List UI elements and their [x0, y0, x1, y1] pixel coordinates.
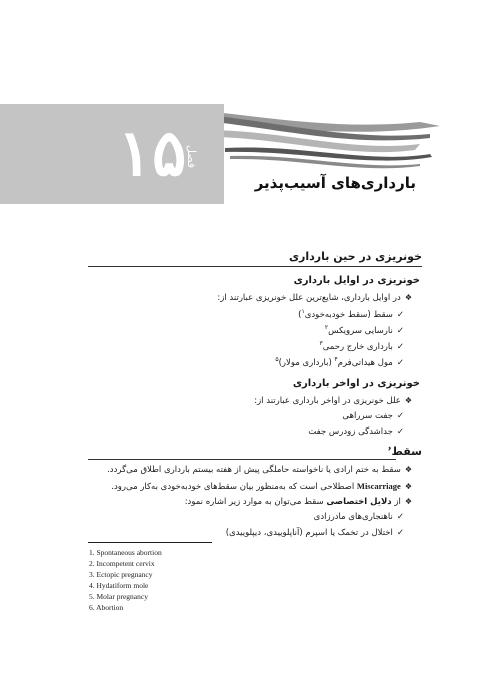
check-icon: ✓ [396, 357, 404, 368]
list-item: ✓سقط (سقط خودبه‌خودی$^۱$) [298, 308, 404, 320]
subheading-early-bleeding: خونریزی در اوایل بارداری [293, 275, 420, 286]
section-heading-abortion: سقط$^۶$ [387, 445, 422, 458]
section-divider [88, 459, 396, 460]
diamond-bullet-icon: ❖ [404, 497, 412, 506]
check-icon: ✓ [396, 325, 404, 336]
bullet-specific-causes: ❖از دلایل اختصاصی سقط می‌توان به موارد زیر اشاره نمود: [184, 497, 412, 507]
list-item: ✓اختلال در تخمک یا اسپرم (آناپلوییدی، دیپلوییدی) [225, 528, 404, 538]
footnote: 5. Molar pregnancy [89, 592, 148, 601]
footnote: 1. Spontaneous abortion [89, 548, 162, 557]
check-icon: ✓ [396, 341, 404, 352]
footnote: 2. Incompetent cervix [89, 559, 155, 568]
list-item: ✓جفت سرراهی [342, 411, 404, 421]
diamond-bullet-icon: ❖ [404, 465, 412, 474]
footnote: 6. Abortion [89, 603, 124, 612]
chapter-label: فصل [185, 145, 198, 169]
footnote-divider [88, 542, 212, 543]
check-icon: ✓ [396, 427, 404, 437]
list-item: ✓جداشدگی زودرس جفت [308, 427, 404, 437]
diamond-bullet-icon: ❖ [404, 293, 412, 302]
bullet-early-intro: ❖در اوایل بارداری، شایع‌ترین علل خونریزی عبارتند از: [217, 293, 412, 303]
footnote: 3. Ectopic pregnancy [89, 570, 153, 579]
bullet-late-intro: ❖علل خونریزی در اواخر بارداری عبارتند از: [254, 396, 412, 406]
diamond-bullet-icon: ❖ [404, 482, 412, 491]
list-item: ✓نارسایی سرویکس$^۲$ [324, 324, 404, 336]
list-item: ✓ناهنجاری‌های مادرزادی [313, 512, 404, 522]
check-icon: ✓ [396, 528, 404, 538]
check-icon: ✓ [396, 309, 404, 320]
list-item: ✓مول هیداتی‌فرم$^۴$ (بارداری مولار)$^۵$ [275, 356, 404, 368]
list-item: ✓بارداری خارج رحمی$^۳$ [319, 340, 404, 352]
chapter-number: ۱۵ [117, 116, 187, 191]
footnote: 4. Hydatiform mole [89, 581, 149, 590]
bullet-abortion-definition: ❖سقط به ختم ارادی یا ناخواسته حاملگی پیش از هفته بیستم بارداری اطلاق می‌گردد. [107, 465, 412, 475]
section-divider [88, 266, 422, 267]
check-icon: ✓ [396, 512, 404, 522]
bullet-miscarriage-definition: ❖Miscarriage اصطلاحی است که به‌منظور بیان سقط‌های خودبه‌خودی به‌کار می‌رود. [111, 481, 412, 492]
subheading-late-bleeding: خونریزی در اواخر بارداری [292, 378, 420, 389]
diamond-bullet-icon: ❖ [404, 396, 412, 405]
chapter-title: بارداری‌های آسیب‌پذیر [254, 174, 416, 192]
section-heading-bleeding: خونریزی در حین بارداری [288, 250, 422, 263]
check-icon: ✓ [396, 411, 404, 421]
